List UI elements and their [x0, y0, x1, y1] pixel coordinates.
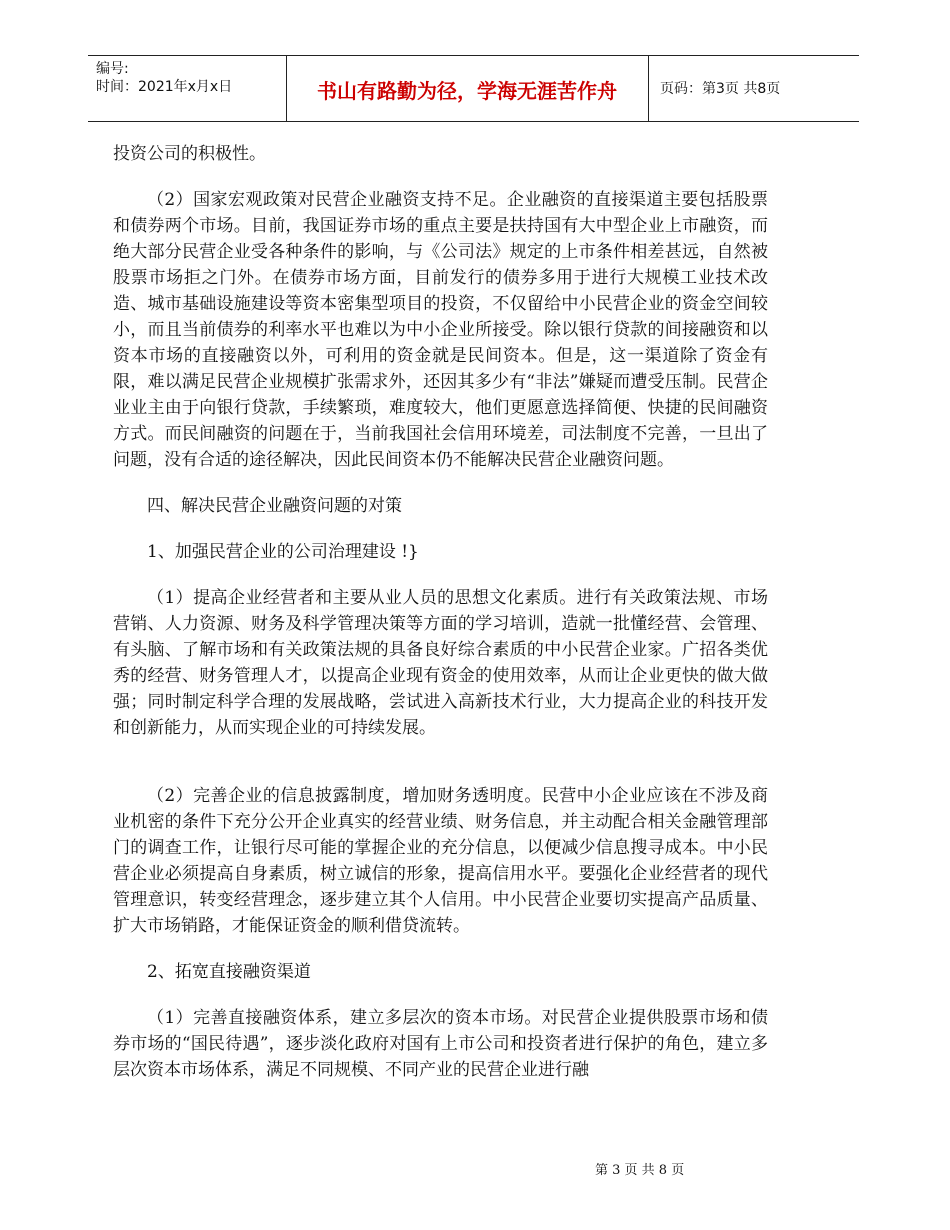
- date-label: 时间：2021年x月x日: [96, 79, 233, 95]
- paragraph-policy-support: （2）国家宏观政策对民营企业融资支持不足。企业融资的直接渠道主要包括股票和债券两个市场。目前，我国证券市场的重点主要是扶持国有大中型企业上市融资，而绝大部分民营企业受各种条件的影响，与《公司法》规定的上市条件相差甚远，自然被股票市场拒之门外。在债券市场方面，目前发行的债券多用于进行大规模工业技术改造、城市基础设施建设等资本密集型项目的投资，不仅留给中小民营企业的资金空间较小，而且当前债券的利率水平也难以为中小企业所接受。除以银行贷款的间接融资和以资本市场的直接融资以外，可利用的资金就是民间资本。但是，这一渠道除了资金有限，难以满足民营企业规模扩张需求外，还因其多少有“非法”嫌疑而遭受压制。民营企业业主由于向银行贷款，手续繁琐，难度较大，他们更愿意选择简便、快捷的民间融资方式。而民间融资的问题在于，当前我国社会信用环境差，司法制度不完善，一旦出了问题，没有合适的途径解决，因此民间资本仍不能解决民营企业融资问题。: [113, 190, 768, 470]
- section-heading: 四、解决民营企业融资问题的对策: [147, 496, 402, 516]
- paragraph-continuation: 投资公司的积极性。: [113, 144, 266, 164]
- paragraph-personnel-quality: （1）提高企业经营者和主要从业人员的思想文化素质。进行有关政策法规、市场营销、人力资源、财务及科学管理决策等方面的学习培训，造就一批懂经营、会管理、有头脑、了解市场和有关政策法规的具备良好综合素质的中小民营企业家。广招各类优秀的经营、财务管理人才，以提高企业现有资金的使用效率，从而让企业更快的做大做强；同时制定科学合理的发展战略，尝试进入高新技术行业，大力提高企业的科技开发和创新能力，从而实现企业的可持续发展。: [113, 588, 768, 738]
- header-top-rule: [88, 55, 859, 56]
- subsection-heading-governance: 1、加强民营企业的公司治理建设 !}: [147, 542, 419, 562]
- subsection-heading-direct-financing: 2、拓宽直接融资渠道: [147, 962, 311, 982]
- page-footer: 第 3 页 共 8 页: [595, 1163, 685, 1178]
- document-body: [113, 141, 768, 1083]
- header-page-label: 页码：第3页 共8页: [660, 81, 781, 97]
- header-bottom-rule: [88, 121, 859, 122]
- paragraph-financing-system: （1）完善直接融资体系，建立多层次的资本市场。对民营企业提供股票市场和债券市场的“国民待遇”，逐步淡化政府对国有上市公司和投资者进行保护的角色，建立多层次资本市场体系，满足不同规模、不同产业的民营企业进行融: [113, 1008, 768, 1080]
- paragraph-information-disclosure: （2）完善企业的信息披露制度，增加财务透明度。民营中小企业应该在不涉及商业机密的条件下充分公开企业真实的经营业绩、财务信息，并主动配合相关金融管理部门的调查工作，让银行尽可能的掌握企业的充分信息，以便减少信息搜寻成本。中小民营企业必须提高自身素质，树立诚信的形象，提高信用水平。要强化企业经营者的现代管理意识，转变经营理念，逐步建立其个人信用。中小民营企业要切实提高产品质量、扩大市场销路，才能保证资金的顺利借贷流转。: [113, 786, 768, 936]
- serial-label: 编号:: [96, 61, 129, 77]
- header-motto: 书山有路勤为径，学海无涯苦作舟: [317, 79, 617, 103]
- header-info: [96, 60, 232, 96]
- header-divider-right: [648, 55, 649, 121]
